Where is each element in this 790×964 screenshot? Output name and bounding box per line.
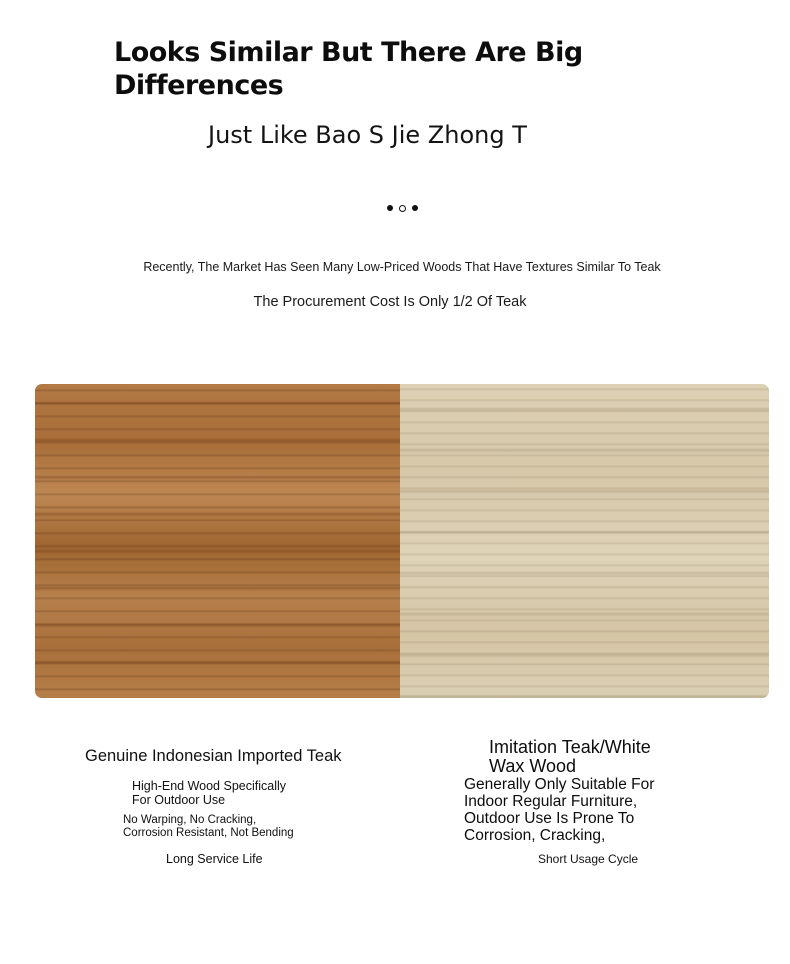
genuine-teak-point-1: High-End Wood Specifically For Outdoor Use (132, 779, 287, 807)
genuine-teak-point-2: No Warping, No Cracking, Corrosion Resistant, Not Bending (123, 814, 294, 839)
carousel-dot-1[interactable] (387, 205, 393, 211)
cost-note: The Procurement Cost Is Only 1/2 Of Teak (253, 294, 527, 310)
carousel-indicator (387, 203, 418, 213)
white-wax-wood-swatch (400, 384, 769, 698)
imitation-teak-point-2: Short Usage Cycle (538, 852, 639, 866)
page-subtitle: Just Like Bao S Jie Zhong T (208, 121, 527, 149)
genuine-teak-heading: Genuine Indonesian Imported Teak (85, 747, 342, 765)
teak-wood-swatch (35, 384, 400, 698)
imitation-teak-heading: Imitation Teak/White Wax Wood (489, 737, 651, 776)
page-title: Looks Similar But There Are Big Differences (114, 37, 583, 101)
intro-text: Recently, The Market Has Seen Many Low-Priced Woods That Have Textures Similar To Teak (143, 260, 661, 274)
genuine-teak-point-3: Long Service Life (166, 852, 263, 866)
carousel-dot-2[interactable] (399, 205, 406, 212)
imitation-teak-point-1: Generally Only Suitable For Indoor Regular Furniture, Outdoor Use Is Prone To Corrosion, Cracking, (464, 776, 655, 844)
wood-comparison-image (35, 384, 769, 698)
carousel-dot-3[interactable] (412, 205, 418, 211)
